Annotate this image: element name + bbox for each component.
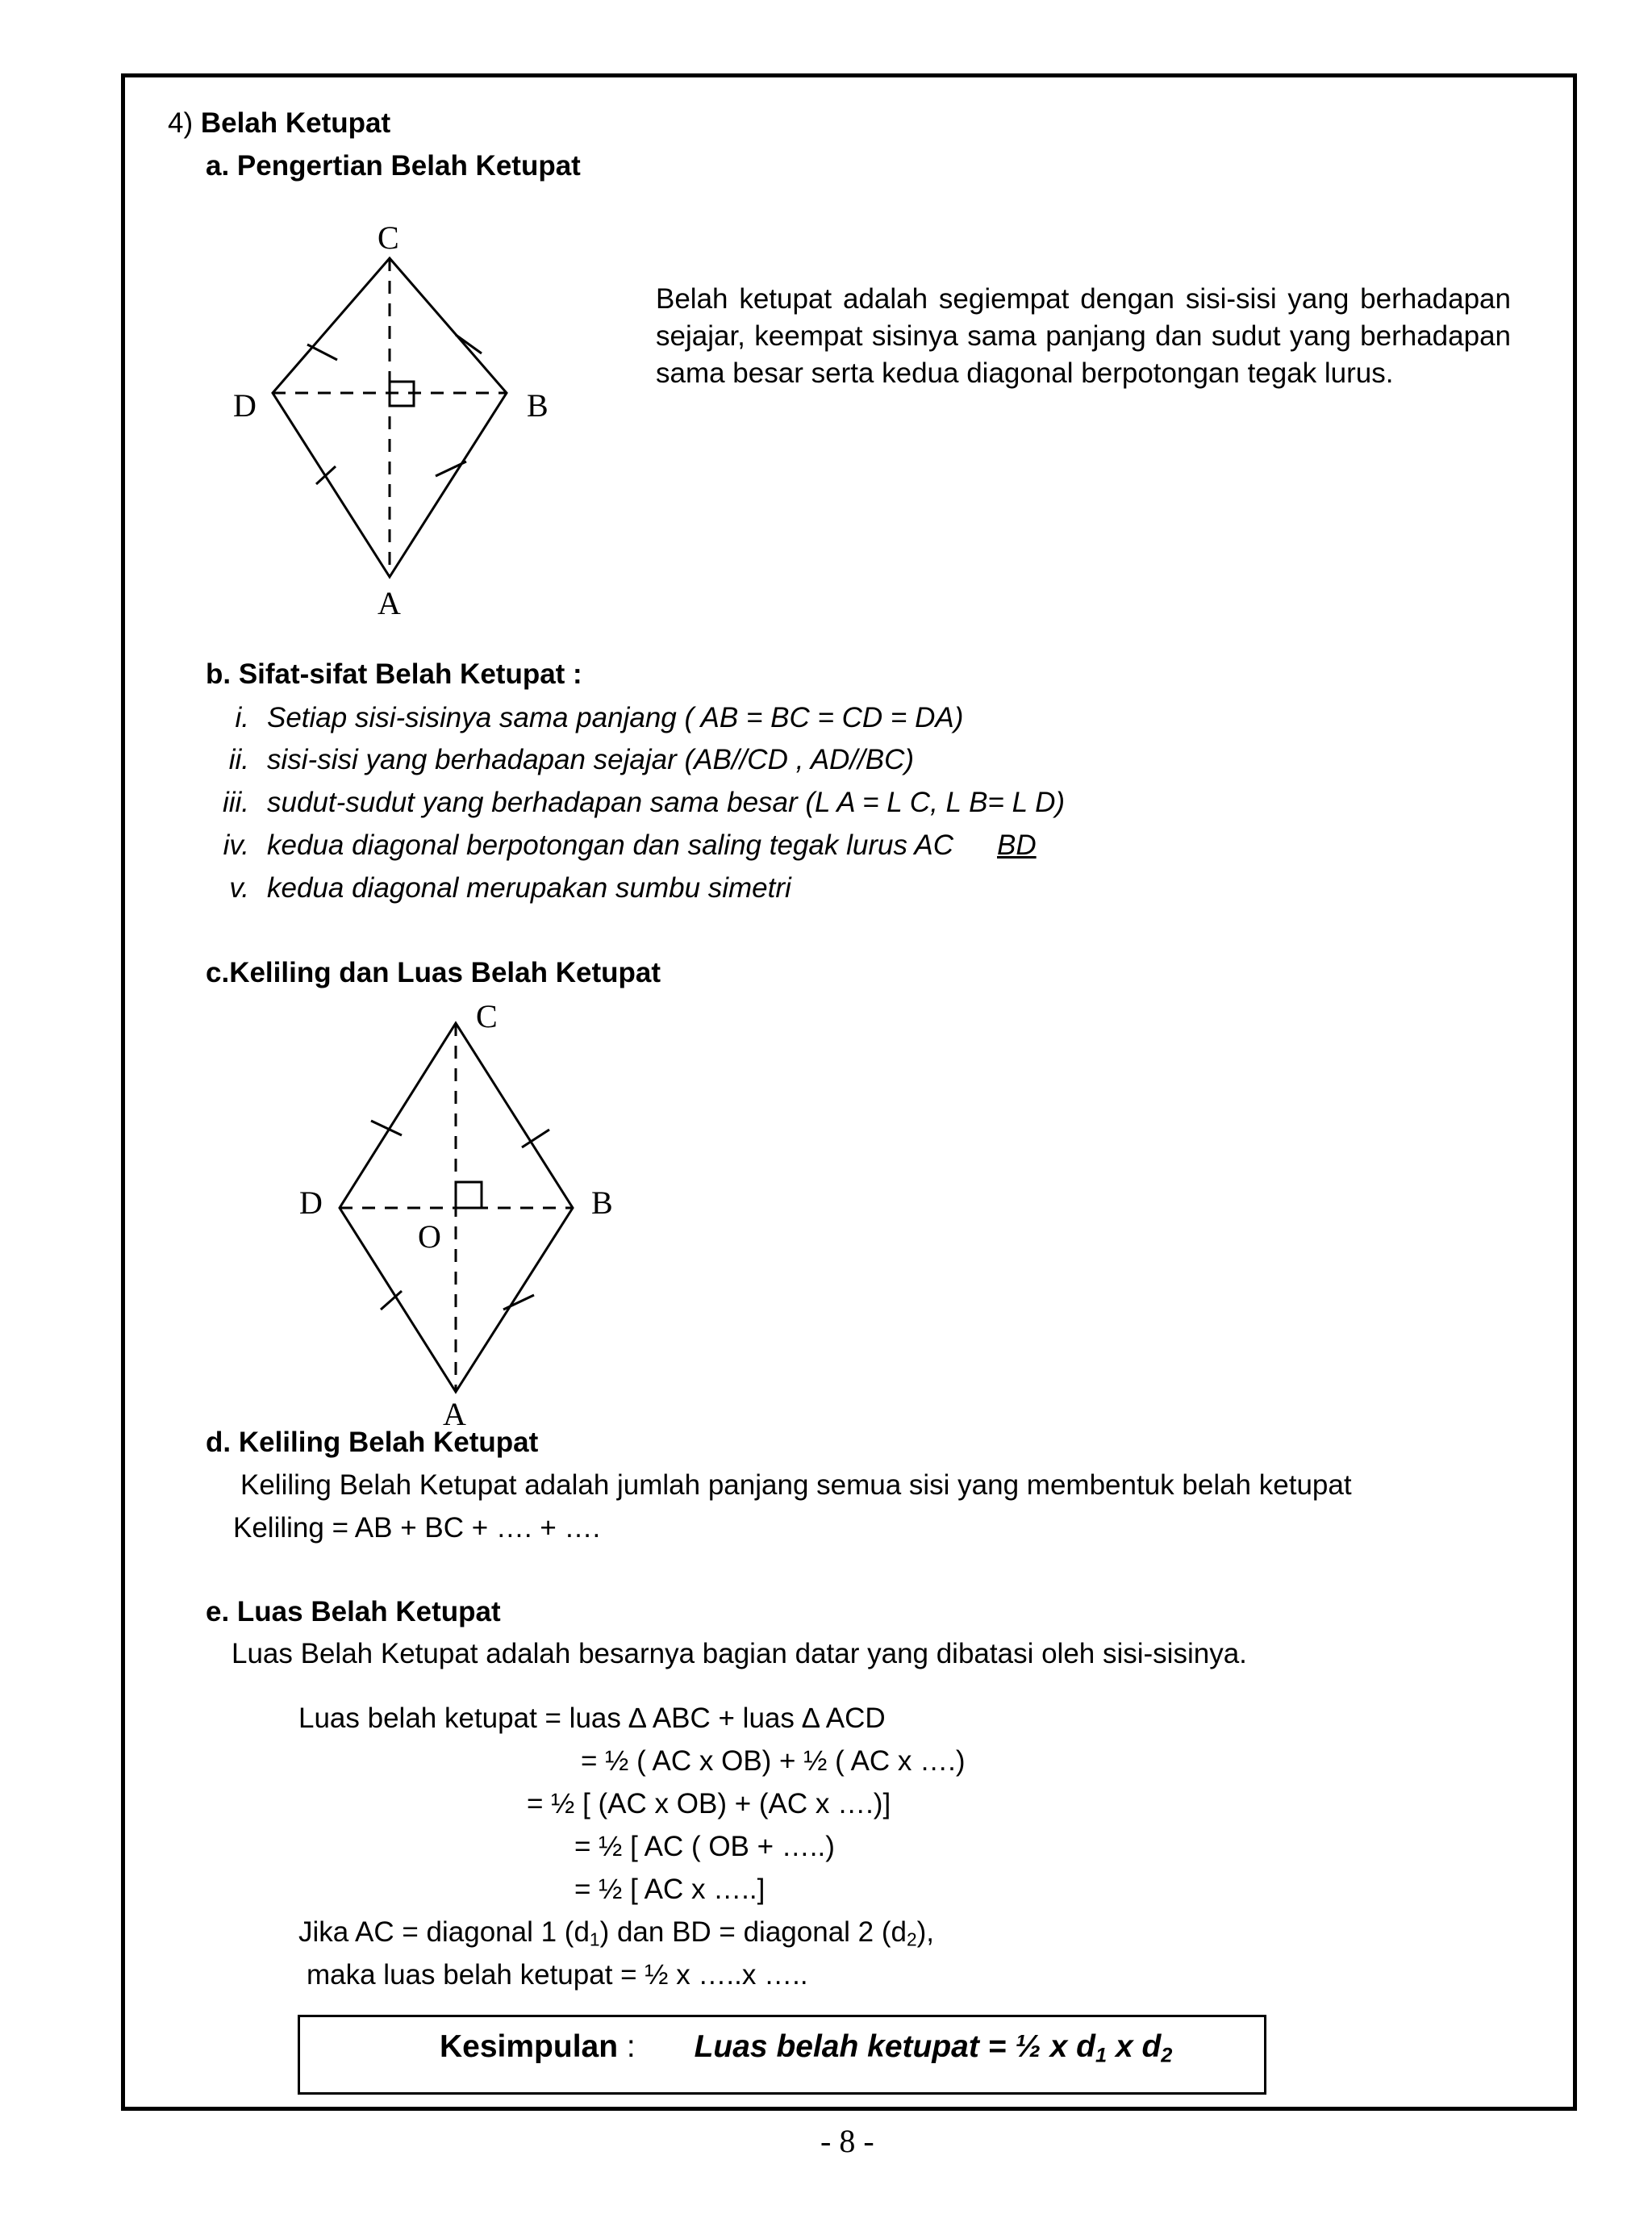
conclusion-label: Kesimpulan	[440, 2029, 619, 2064]
label-b-1: B	[527, 387, 549, 424]
luas-step-4: = ½ [ AC ( OB + …..)	[574, 1831, 835, 1862]
luas-step-2: = ½ ( AC x OB) + ½ ( AC x ….)	[581, 1745, 966, 1777]
right-angle-marker	[456, 1182, 482, 1208]
section-number: 4)	[168, 107, 194, 139]
property-item: v. kedua diagonal merupakan sumbu simetri	[229, 872, 791, 904]
property-item: ii. sisi-sisi yang berhadapan sejajar (AB//CD , AD//BC)	[228, 744, 915, 775]
label-c-2: C	[476, 998, 498, 1034]
heading-luas: e. Luas Belah Ketupat	[206, 1596, 501, 1627]
label-a-1: A	[378, 585, 401, 621]
keliling-definition: Keliling Belah Ketupat adalah jumlah panjang semua sisi yang membentuk belah ketupat	[240, 1469, 1352, 1501]
definition-paragraph: Belah ketupat adalah segiempat dengan sisi-sisi yang berhadapan sejajar, keempat sisinya sama panjang dan sudut yang berhadapan sama besar serta kedua diagonal berpotongan tegak lurus.	[656, 283, 1511, 389]
label-c-1: C	[378, 219, 399, 256]
property-item: iii. sudut-sudut yang berhadapan sama besar (L A = L C, L B= L D)	[222, 787, 1066, 818]
heading-keliling-luas: c.Keliling dan Luas Belah Ketupat	[206, 957, 661, 988]
conclusion-text: Kesimpulan : Luas belah ketupat = ½ x $d_1$ x $d_2$	[440, 2029, 1173, 2067]
luas-step-3: = ½ [ (AC x OB) + (AC x ….)]	[527, 1788, 891, 1819]
label-d-2: D	[299, 1184, 323, 1221]
perpendicular-bd: BD	[997, 829, 1037, 861]
diagonal-definition: Jika AC = diagonal 1 $(d_1)$ dan BD = diagonal 2 $(d_2)$,	[298, 1916, 935, 1950]
label-b-2: B	[591, 1184, 613, 1221]
label-d-1: D	[233, 387, 257, 424]
heading-sifat: b. Sifat-sifat Belah Ketupat :	[206, 658, 582, 690]
property-item: iv. kedua diagonal berpotongan dan saling tegak lurus AC BD	[223, 829, 1037, 861]
property-item: i. Setiap sisi-sisinya sama panjang ( AB = BC = CD = DA)	[235, 702, 964, 733]
label-o: O	[418, 1218, 441, 1255]
luas-definition: Luas Belah Ketupat adalah besarnya bagian datar yang dibatasi oleh sisi-sisinya.	[232, 1638, 1247, 1669]
luas-step-5: = ½ [ AC x …..]	[574, 1874, 766, 1905]
luas-step-1: Luas belah ketupat = luas ∆ ABC + luas ∆ ACD	[298, 1702, 886, 1734]
section-title: Belah Ketupat	[200, 107, 391, 139]
page-number: - 8 -	[820, 2123, 874, 2159]
keliling-formula: Keliling = AB + BC + …. + ….	[233, 1512, 601, 1544]
heading-pengertian: a. Pengertian Belah Ketupat	[206, 150, 581, 182]
label-a-2: A	[443, 1396, 466, 1432]
conclusion-formula: Luas belah ketupat = ½ x $d_1$ x $d_2$	[694, 2029, 1173, 2067]
heading-keliling: d. Keliling Belah Ketupat	[206, 1427, 539, 1458]
luas-result: maka luas belah ketupat = ½ x …..x …..	[307, 1959, 808, 1991]
tick-ab	[503, 1295, 534, 1310]
